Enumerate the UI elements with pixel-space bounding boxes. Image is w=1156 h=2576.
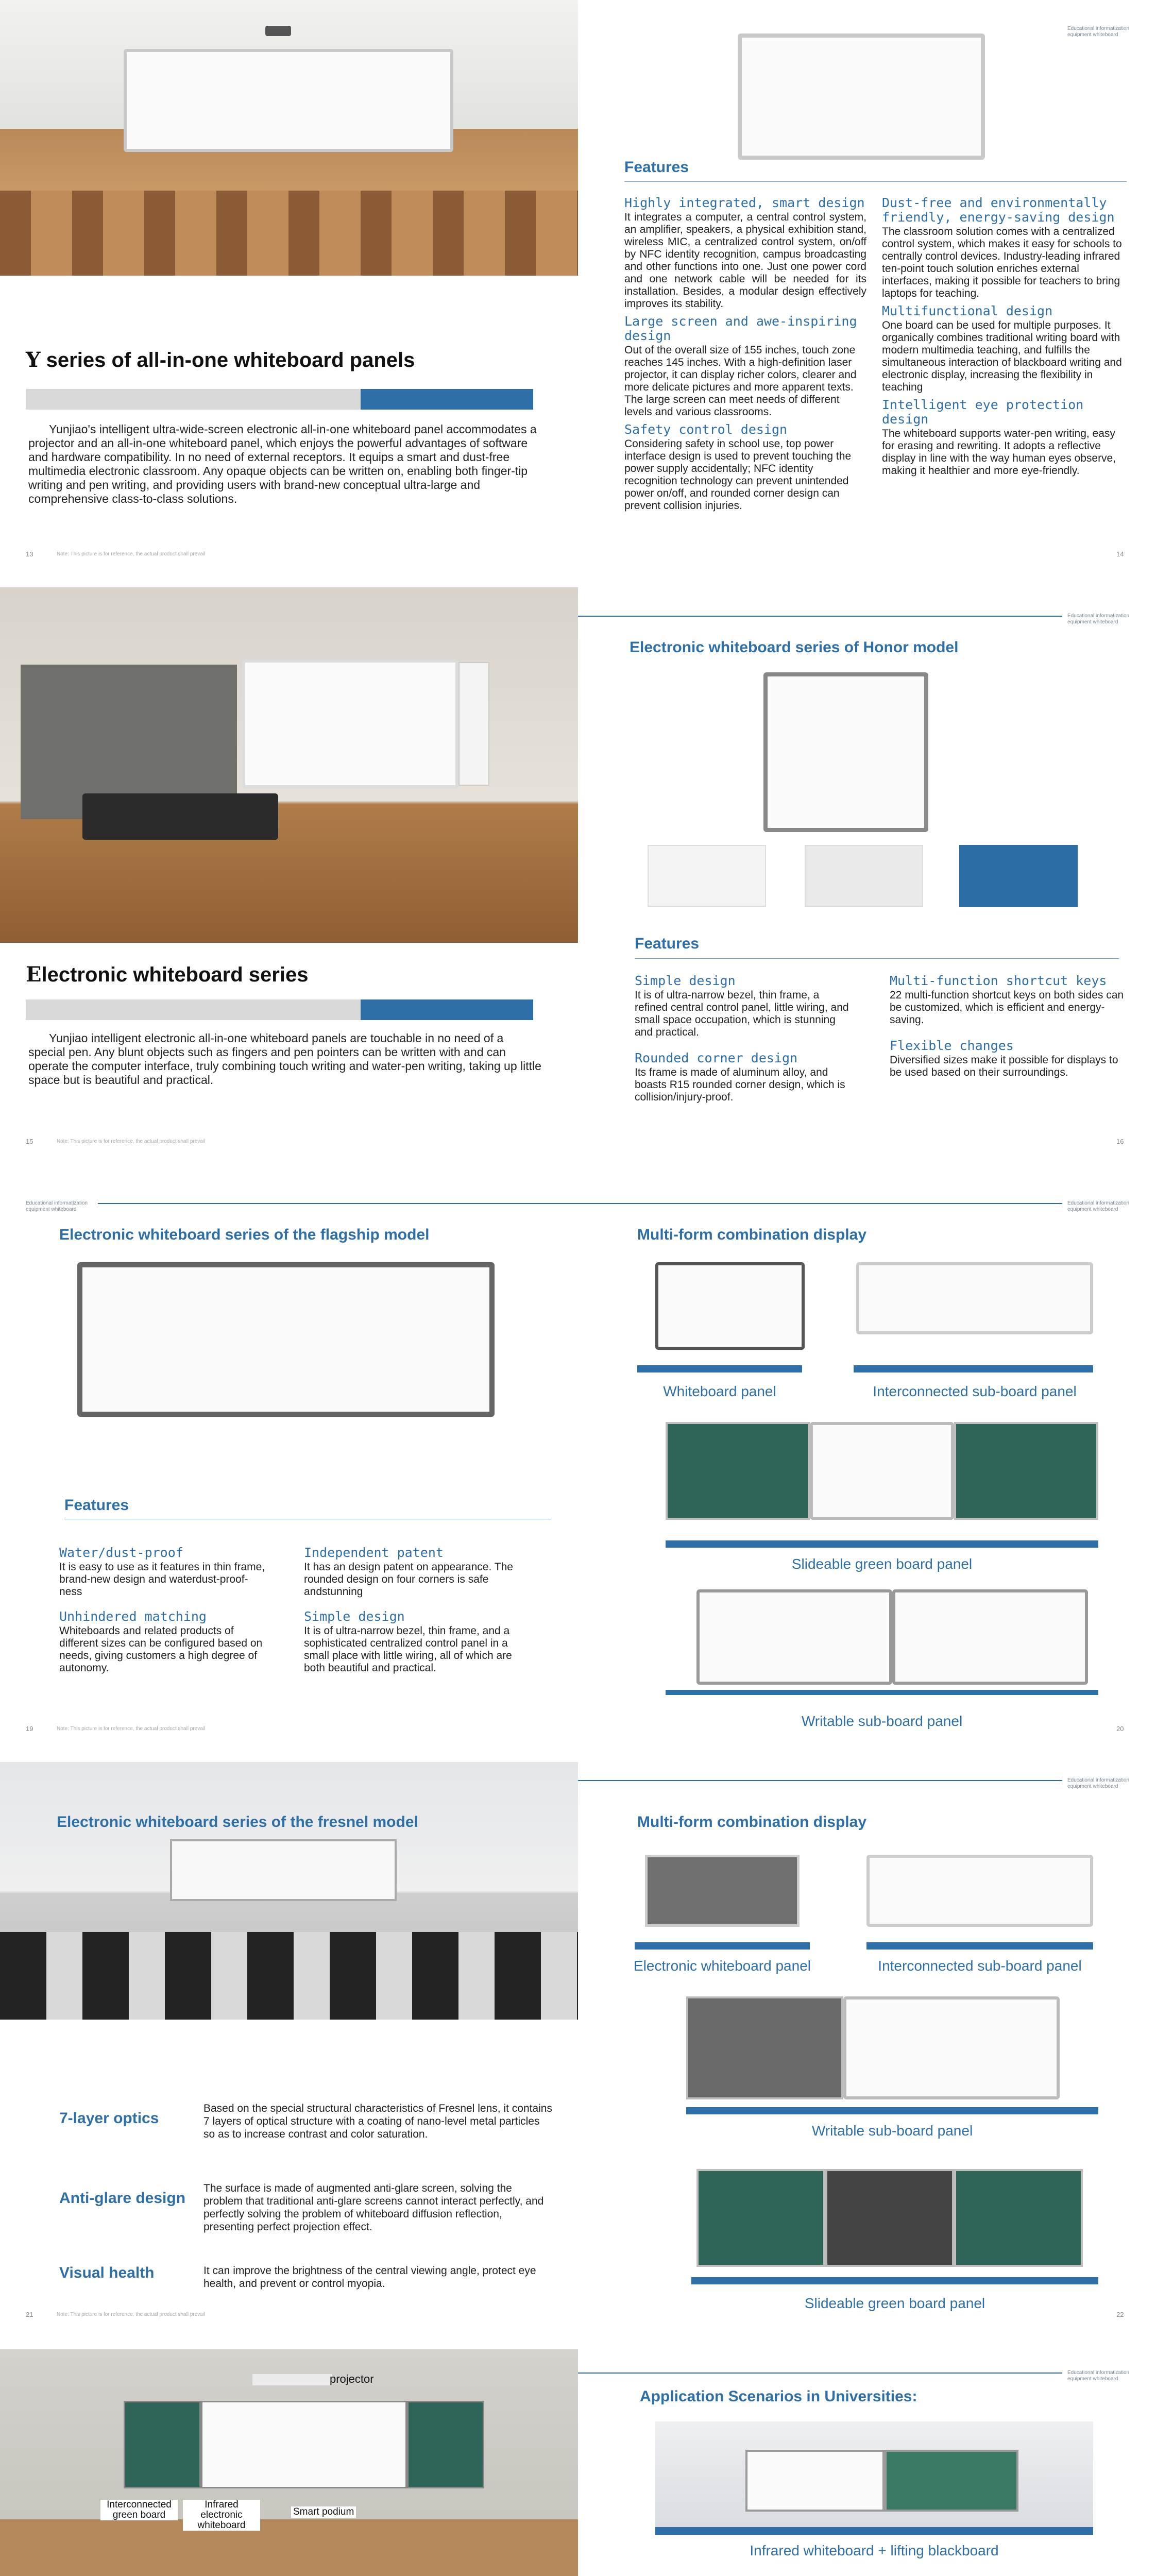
feature-col-left — [59, 1546, 270, 1674]
page-21 — [0, 1762, 578, 2329]
whiteboard-panel-image — [655, 1262, 805, 1350]
page-22 — [578, 1762, 1156, 2329]
feature-item — [304, 1546, 525, 1598]
feature-heading: Anti-glare design — [59, 2190, 186, 2207]
green-board-center — [825, 2169, 954, 2267]
caption: Writable sub-board panel — [811, 2123, 973, 2139]
office-photo — [0, 587, 578, 943]
electronic-panel-image — [645, 1855, 800, 1927]
feature-text: It is of ultra-narrow bezel, thin frame, a refined central control panel, little wiring, and small space occupation, which is stunning and practical. — [635, 989, 849, 1038]
scenario-image-1 — [655, 2421, 1093, 2535]
page-20 — [578, 1175, 1156, 1741]
green-board-right — [954, 1422, 1098, 1520]
feature-col-right — [890, 974, 1127, 1079]
title-bar-gray — [26, 999, 361, 1020]
page-title: Electronic whiteboard series of Honor model — [630, 639, 959, 656]
page-number: 16 — [1116, 1138, 1124, 1145]
feature-heading: Water/dust-proof — [59, 1545, 183, 1560]
title-bar-gray — [26, 389, 361, 410]
caption: Slideable green board panel — [791, 1556, 973, 1572]
features-rule — [635, 958, 1119, 959]
feature-item — [882, 304, 1127, 394]
feature-item — [635, 1051, 851, 1104]
page-number: 19 — [26, 1725, 33, 1733]
footer-note: Note: This picture is for reference, the actual product shall prevail — [57, 1726, 206, 1732]
feature-heading: 7-layer optics — [59, 2110, 159, 2127]
feature-heading: Large screen and awe-inspiring design — [624, 314, 857, 343]
title-mark: Y — [26, 348, 41, 372]
feature-text: Considering safety in school use, top power interface design is used to prevent touching the power supply accidentally; NFC identity recognition technology can prevent unintended power on/off, and rounded corner design can prevent collision injuries. — [624, 438, 852, 512]
feature-text: It integrates a computer, a central control system, an amplifier, speakers, a physical exhibition stand, wireless MIC, a centralized control system, on/off by NFC identity recognition, campus broadcasting and other functions into one. Just one power cord and one network cable will be needed for its installation. Besides, a modular design effectively improves its stability. — [624, 211, 866, 310]
header-rule — [578, 1203, 1062, 1204]
feature-item — [635, 974, 851, 1039]
feature-item — [304, 1609, 525, 1674]
feature-heading: Simple design — [635, 973, 736, 988]
sub-board-image — [866, 1855, 1093, 1927]
caption-bar — [686, 2107, 1098, 2114]
feature-text: 22 multi-function shortcut keys on both sides can be customized, which is efficient and energy-saving. — [890, 989, 1124, 1026]
feature-heading: Flexible changes — [890, 1038, 1014, 1053]
feature-col-right — [304, 1546, 525, 1674]
page-title: Multi-form combination display — [637, 1226, 867, 1243]
page-16 — [578, 587, 1156, 1154]
feature-col-left — [635, 974, 851, 1104]
page-title: Electronic whiteboard series of the flagship model — [59, 1226, 430, 1243]
feature-text: It has an design patent on appearance. The rounded design on four corners is safe andstunning — [304, 1561, 513, 1598]
header-text: Educational informatization equipment whiteboard — [1067, 1777, 1130, 1789]
caption-bar — [635, 1942, 810, 1950]
label-projector: projector — [330, 2372, 374, 2385]
caption: Whiteboard panel — [663, 1383, 776, 1399]
header-rule — [578, 616, 1062, 617]
title-bar-blue — [361, 999, 533, 1020]
whiteboard-product — [763, 672, 928, 832]
header-text: Educational informatization equipment whiteboard — [1067, 26, 1130, 38]
feature-text: Based on the special structural characteristics of Fresnel lens, it contains 7 layers of optical structure with a coating of nano-level metal particles so as to increase contrast and color saturation. — [203, 2103, 552, 2140]
header-text: Educational informatization equipment whiteboard — [1067, 613, 1130, 625]
writable-board-left — [686, 1996, 843, 2099]
label-green-board: Interconnected green board — [100, 2500, 178, 2520]
lecture-hall-photo — [0, 1762, 578, 2020]
title-text: lectronic whiteboard series — [41, 963, 309, 986]
intro-text: Yunjiao intelligent electronic all-in-one whiteboard panels are touchable in no need of a special pen. Any blunt objects such as fingers and pen pointers can be written with and can operate the computer interface, truly combining touch writing and water-pen writing, taking up little space but is beautiful and practical. — [28, 1031, 541, 1087]
feature-heading: Highly integrated, smart design — [624, 195, 865, 210]
title-bar-blue — [361, 389, 533, 410]
page-number: 21 — [26, 2311, 33, 2318]
whiteboard-product — [77, 1262, 495, 1417]
footer-note: Note: This picture is for reference, the actual product shall prevail — [57, 1139, 206, 1144]
whiteboard-image — [124, 49, 453, 152]
page-title: Application Scenarios in Universities: — [640, 2388, 917, 2405]
feature-text: It can improve the brightness of the central viewing angle, protect eye health, and prevent or control myopia. — [203, 2265, 536, 2290]
green-board-left — [696, 2169, 825, 2267]
label-infrared-board: Infrared electronic whiteboard — [183, 2500, 260, 2531]
feature-heading: Visual health — [59, 2264, 155, 2281]
projector-callout — [252, 2374, 332, 2385]
features-heading: Features — [635, 935, 700, 952]
page-number: 22 — [1116, 2311, 1124, 2318]
green-board-right — [954, 2169, 1083, 2267]
header-text: Educational informatization equipment whiteboard — [1067, 1200, 1130, 1212]
feature-item — [59, 1546, 270, 1598]
feature-item — [882, 398, 1127, 477]
caption: Electronic whiteboard panel — [634, 1958, 811, 1974]
feature-heading: Rounded corner design — [635, 1050, 798, 1065]
feature-text: Whiteboards and related products of different sizes can be configured based on needs, giving customers a high degree of autonomy. — [59, 1625, 263, 1674]
green-board-center — [810, 1422, 954, 1520]
feature-text: The surface is made of augmented anti-glare screen, solving the problem that traditional anti-glare screens cannot interact perfectly, and perfectly solving the problem of whiteboard diffusion reflection, presenting perfect projection effect. — [203, 2182, 544, 2233]
feature-text: Diversified sizes make it possible for displays to be used based on their surroundings. — [890, 1054, 1118, 1078]
caption-bar — [666, 1540, 1098, 1548]
feature-text: It is easy to use as it features in thin frame, brand-new design and waterdust-proof-ness — [59, 1561, 265, 1598]
footer-note: Note: This picture is for reference, the actual product shall prevail — [57, 2312, 206, 2317]
intro-text: Yunjiao's intelligent ultra-wide-screen electronic all-in-one whiteboard panel accommodates a projector and an all-in-one whiteboard panel, which enjoys the powerful advantages of software and hardware compatibility. In no need of external receptors. It equips a smart and dust-free multimedia electronic classroom. Any opaque objects can be written on, enabling both finger-tip writing and pen writing, and providing users with brand-new conceptual ultra-large and comprehensive class-to-class solutions. — [28, 422, 537, 505]
feature-heading: Independent patent — [304, 1545, 444, 1560]
sub-board-image — [856, 1262, 1093, 1334]
caption: Slideable green board panel — [804, 2295, 985, 2311]
page-number: 13 — [26, 550, 33, 558]
caption-bar — [691, 2277, 1098, 2284]
feature-text: It is of ultra-narrow bezel, thin frame, and a sophisticated centralized control panel in a small place with little wiring, all of which are both beautiful and practical. — [304, 1625, 512, 1674]
page-24 — [578, 2349, 1156, 2576]
detail-image-2 — [805, 845, 923, 907]
feature-text: The classroom solution comes with a centralized control system, which makes it easy for schools to centrally control devices. Industry-leading infrared ten-point touch solution enriches external interfaces, making it possible for teachers to bring laptops for teaching. — [882, 226, 1122, 299]
detail-image-3 — [959, 845, 1078, 907]
caption: Infrared whiteboard + lifting blackboard — [750, 2543, 999, 2558]
caption-bar — [666, 1690, 1098, 1695]
caption: Writable sub-board panel — [801, 1713, 963, 1729]
page-number: 15 — [26, 1138, 33, 1145]
page-14 — [578, 0, 1156, 567]
page-title — [26, 348, 415, 372]
feature-text: The whiteboard supports water-pen writing, easy for erasing and rewriting. It adopts a reflective display in line with the way human eyes observe, making it healthier and more eye-friendly. — [882, 428, 1116, 477]
page-title — [26, 962, 308, 987]
green-board-left — [666, 1422, 810, 1520]
header-rule — [98, 1203, 578, 1204]
header-rule — [578, 2372, 1062, 2374]
page-23 — [0, 2349, 578, 2576]
feature-text: Its frame is made of aluminum alloy, and boasts R15 rounded corner design, which is collision/injury-proof. — [635, 1066, 845, 1103]
feature-item — [624, 422, 866, 512]
feature-heading: Simple design — [304, 1609, 405, 1624]
caption-bar — [866, 1942, 1093, 1950]
footer-note: Note: This picture is for reference, the actual product shall prevail — [57, 551, 206, 557]
feature-item — [59, 1609, 270, 1674]
feature-heading: Unhindered matching — [59, 1609, 207, 1624]
whiteboard-product — [738, 33, 985, 160]
title-text: series of all-in-one whiteboard panels — [40, 349, 415, 371]
writable-board-right — [843, 1996, 1060, 2099]
page-number: 14 — [1116, 550, 1124, 558]
feature-item — [624, 314, 866, 418]
feature-heading: Multi-function shortcut keys — [890, 973, 1107, 988]
page-title: Multi-form combination display — [637, 1814, 867, 1831]
sub-board-right — [892, 1589, 1088, 1685]
sub-board-left — [696, 1589, 892, 1685]
feature-item — [890, 974, 1127, 1026]
feature-heading: Dust-free and environmentally friendly, energy-saving design — [882, 195, 1115, 225]
label-podium: Smart podium — [291, 2506, 356, 2518]
page-13 — [0, 0, 578, 567]
features-heading: Features — [64, 1497, 129, 1514]
feature-item — [890, 1039, 1127, 1079]
header-rule — [578, 1780, 1062, 1781]
feature-heading: Multifunctional design — [882, 303, 1053, 318]
feature-text: One board can be used for multiple purposes. It organically combines traditional writing board with modern multimedia teaching, and fulfills the simultaneous interaction of blackboard writing and electronic display, increasing the flexibility in teaching — [882, 319, 1122, 393]
detail-image-1 — [648, 845, 766, 907]
feature-item — [882, 196, 1127, 300]
title-mark: E — [26, 962, 42, 987]
caption-bar — [854, 1365, 1093, 1372]
feature-heading: Safety control design — [624, 422, 788, 437]
header-text: Educational informatization equipment whiteboard — [1067, 2370, 1130, 2382]
feature-col-left — [624, 196, 866, 512]
header-text: Educational informatization equipment whiteboard — [26, 1200, 88, 1212]
page-15 — [0, 587, 578, 1154]
page-title: Electronic whiteboard series of the fresnel model — [57, 1814, 418, 1831]
caption: Interconnected sub-board panel — [878, 1958, 1082, 1974]
feature-text: Out of the overall size of 155 inches, touch zone reaches 145 inches. With a high-definition laser projector, it can display richer colors, clearer and more delicate pictures and more apparent texts. The large screen can meet needs of different levels and various classrooms. — [624, 344, 857, 418]
feature-heading: Intelligent eye protection design — [882, 397, 1084, 427]
page-19 — [0, 1175, 578, 1741]
caption: Interconnected sub-board panel — [873, 1383, 1077, 1399]
page-number: 20 — [1116, 1725, 1124, 1733]
feature-item — [624, 196, 866, 310]
caption-bar — [637, 1365, 802, 1372]
classroom-photo — [0, 0, 578, 276]
features-heading: Features — [624, 159, 689, 176]
features-rule — [624, 181, 1127, 182]
feature-col-right — [882, 196, 1127, 477]
